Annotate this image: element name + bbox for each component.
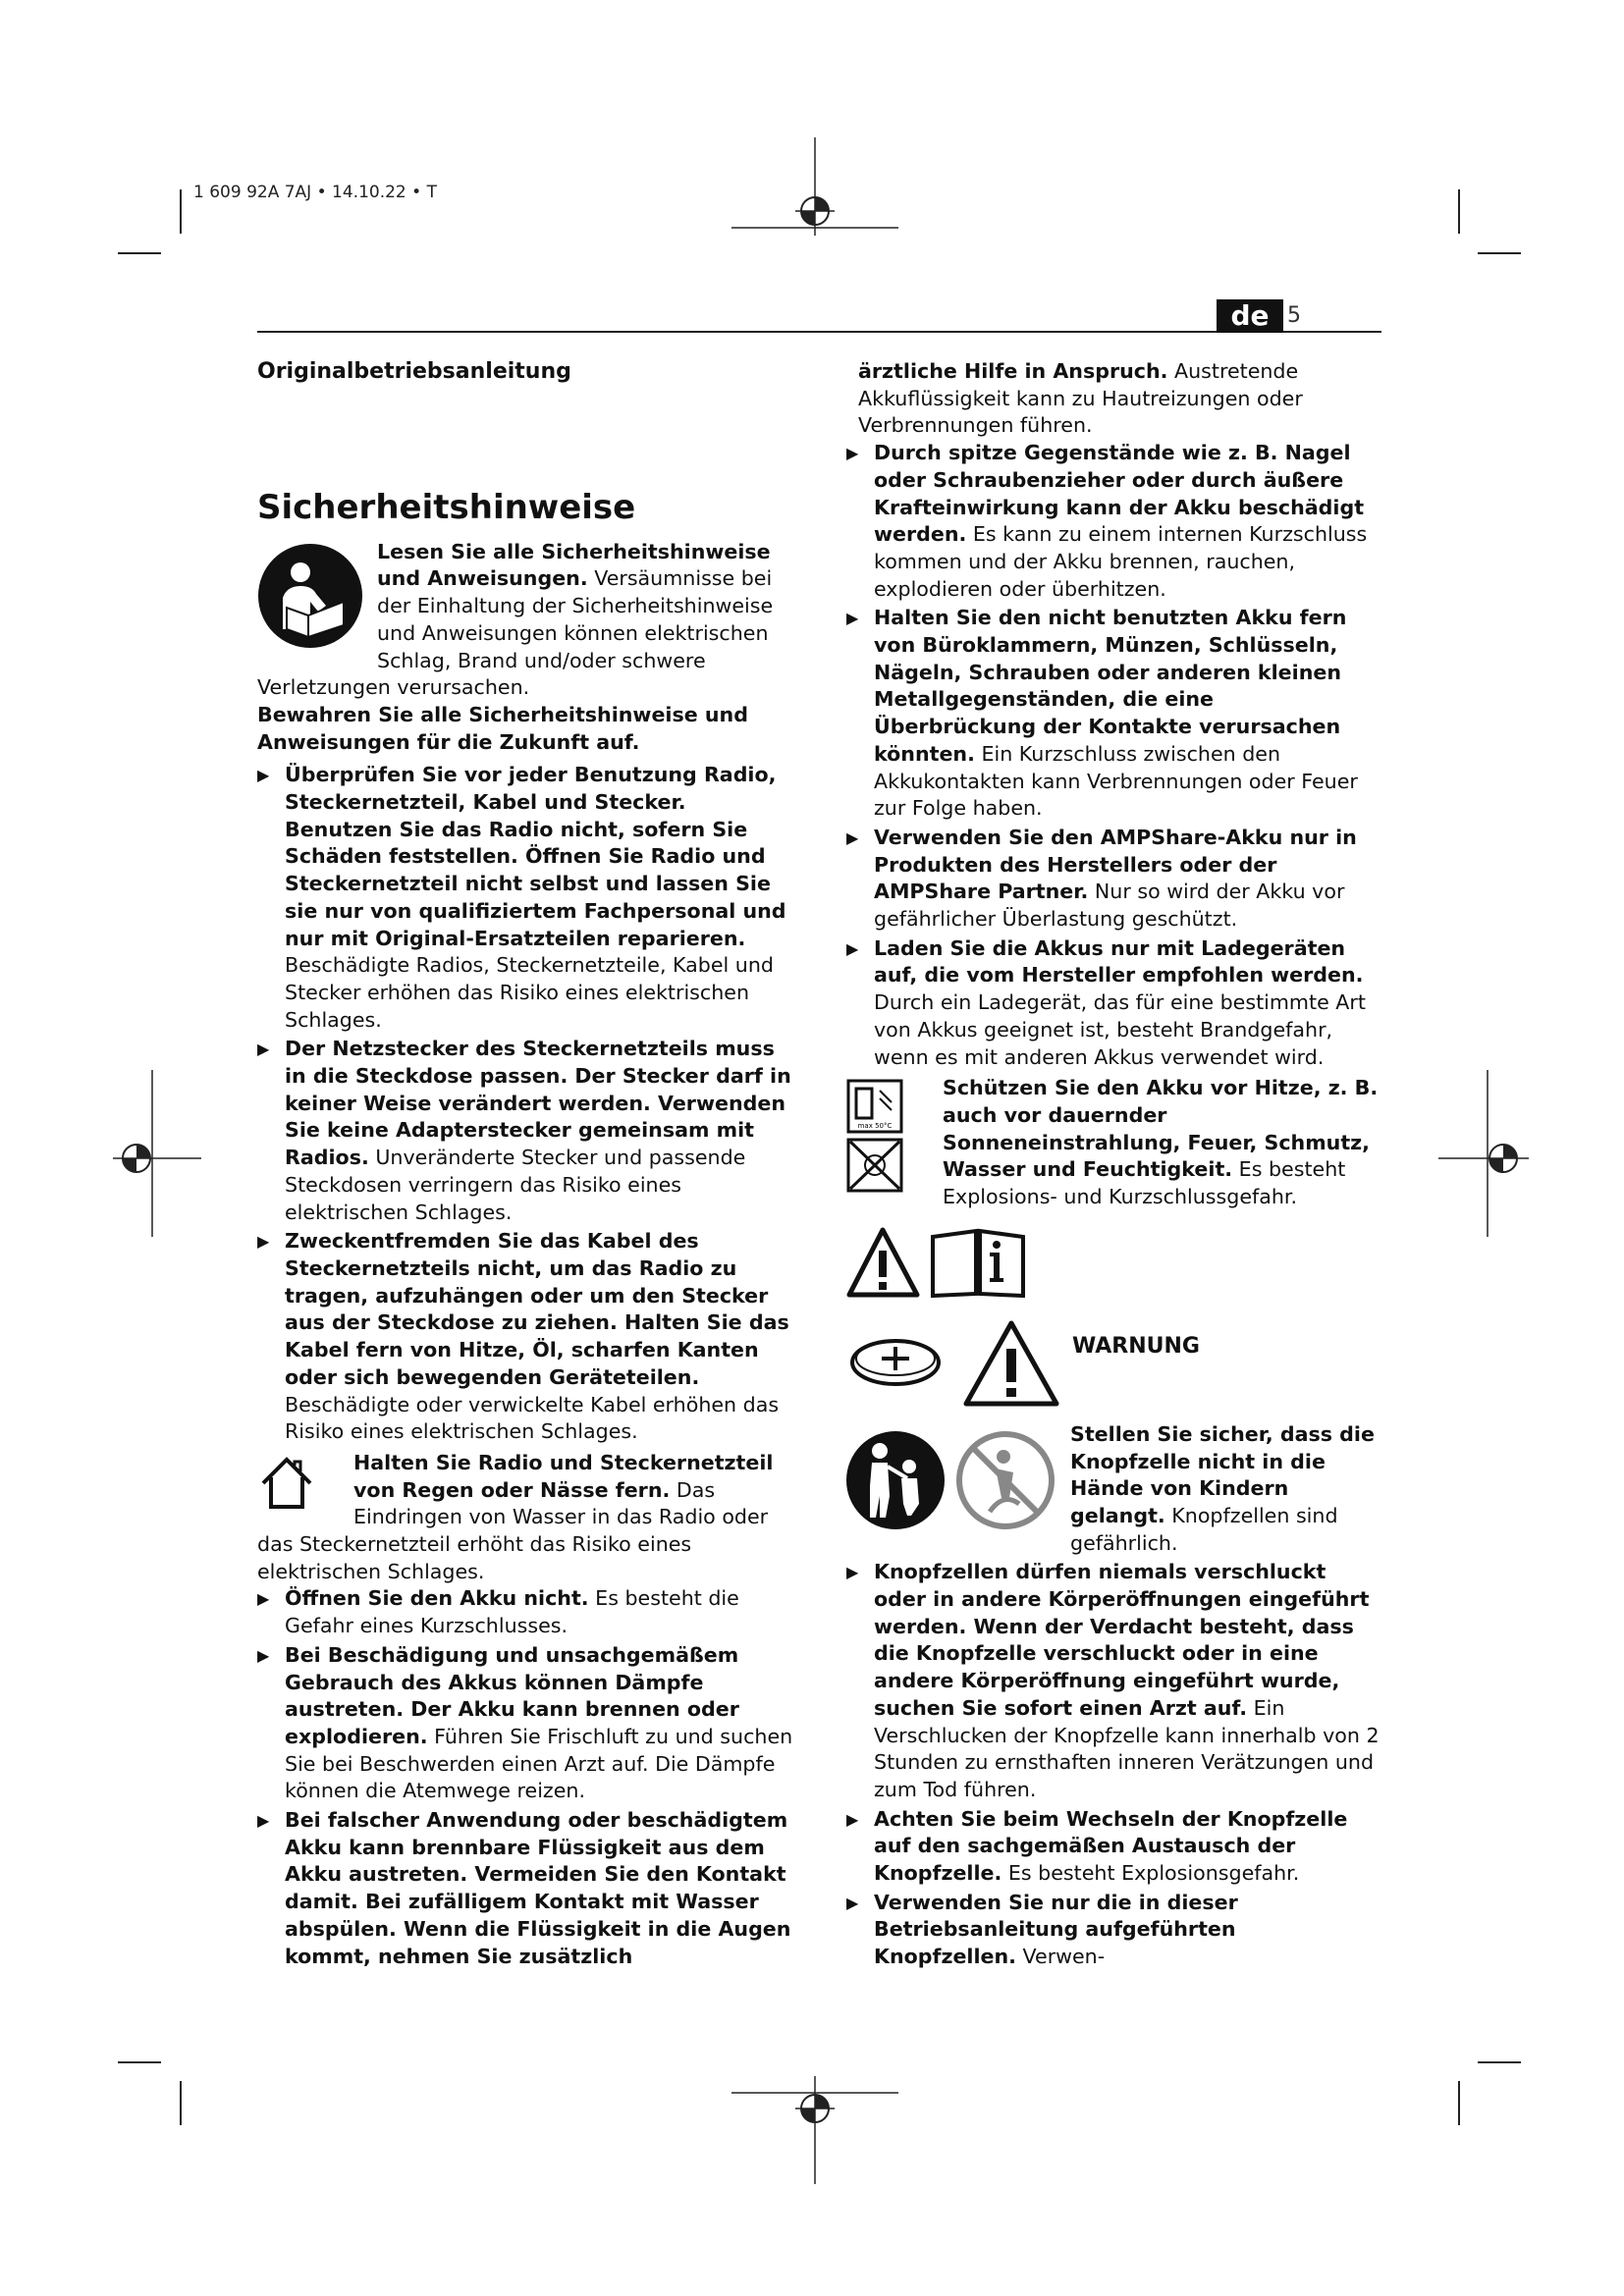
item-text: Ein Verschlucken der Knopfzelle kann innerhalb von 2 Stunden zu ernsthaften inneren Verätzungen und zum Tod führen. [874, 1695, 1380, 1801]
heat-text: Es besteht Explosions- und Kurzschlussgefahr. [943, 1157, 1346, 1209]
heat-icons [846, 1079, 903, 1201]
page-number: 5 [1287, 303, 1301, 328]
registration-mark-left [103, 1070, 201, 1247]
crop-mark [1478, 2061, 1521, 2063]
item-text: Ein Kurzschluss zwischen den Akkukontakten kann Verbrennungen oder Feuer zur Folge haben. [874, 741, 1358, 821]
read-manual-icon [257, 543, 363, 657]
button-cell-icon [848, 1333, 943, 1392]
item-bold: Zweckentfremden Sie das Kabel des Steckernetzteils nicht, um das Radio zu tragen, aufzuhängen oder um den Stecker aus der Steckdose zu ziehen. Halten Sie das Kabel fern von Hitze, Öl, scharfen Kanten oder sich bewegenden Geräteteilen. [285, 1229, 789, 1389]
manual-info-icon [929, 1227, 1027, 1298]
heat-icon-label: max 50°C [857, 1122, 893, 1131]
crop-mark [1478, 252, 1521, 254]
item-bold: Durch spitze Gegenstände wie z. B. Nagel oder Schraubenzieher oder durch äußere Krafteinwirkung kann der Akku beschädigt werden. [874, 441, 1365, 547]
heat-bold: Schützen Sie den Akku vor Hitze, z. B. auch vor dauernder Sonneneinstrahlung, Feuer, Schmutz, Wasser und Feuchtigkeit. [943, 1076, 1379, 1182]
item-text: Es besteht Explosionsgefahr. [1001, 1861, 1300, 1886]
indoor-bold: Halten Sie Radio und Steckernetzteil von Regen oder Nässe fern. [353, 1450, 774, 1502]
heat-protection-block [846, 1075, 1381, 1211]
crop-mark [1458, 2081, 1460, 2125]
item-bold: Laden Sie die Akkus nur mit Ladegeräten auf, die vom Hersteller empfohlen werden. [874, 935, 1364, 988]
item-text: Verwen- [1016, 1945, 1106, 1969]
list-item [257, 762, 800, 1034]
crop-mark [118, 252, 161, 254]
warning-symbols-row [846, 1227, 1381, 1304]
language-badge: de [1217, 299, 1283, 333]
left-column [257, 358, 800, 1972]
item-text: Beschädigte Radios, Steckernetzteile, Kabel und Stecker erhöhen das Risiko eines elektrischen Schlages. [285, 953, 774, 1032]
crop-mark [1458, 189, 1460, 234]
read-manual-block [257, 539, 800, 702]
indoor-paragraph [257, 1450, 800, 1586]
crop-mark [180, 2081, 182, 2125]
list-item [846, 825, 1381, 934]
item-text: Durch ein Ladegerät, das für eine bestimmte Art von Akkus geeignet ist, besteht Brandgefahr, wenn es mit anderen Akkus verwendet wird. [874, 990, 1366, 1069]
list-item [846, 1890, 1381, 1971]
item-text: Beschädigte oder verwickelte Kabel erhöhen das Risiko eines elektrischen Schlages. [285, 1392, 780, 1444]
product-code: 1 609 92A 7AJ • 14.10.22 • T [193, 183, 437, 202]
item-bold: Überprüfen Sie vor jeder Benutzung Radio, Steckernetzteil, Kabel und Stecker. Benutzen Sie das Radio nicht, sofern Sie Schäden feststellen. Öffnen Sie Radio und Steckernetzteil nicht selbst und lassen Sie sie nur von qualifiziertem Fachpersonal und nur mit Original-Ersatzteilen reparieren. [285, 763, 786, 950]
item-bold: Bei Beschädigung und unsachgemäßem Gebrauch des Akkus können Dämpfe austreten. Der Akku kann brennen oder explodieren. [285, 1642, 739, 1748]
indoor-use-block [257, 1450, 800, 1586]
cont-bold: ärztliche Hilfe in Anspruch. [858, 359, 1168, 383]
house-icon [259, 1456, 314, 1519]
intro-bold: Lesen Sie alle Sicherheitshinweise und Anweisungen. [377, 539, 771, 591]
registration-mark-right [1438, 1070, 1537, 1247]
indoor-text: Das Eindringen von Wasser in das Radio oder das Steckernetzteil erhöht das Risiko eines elektrischen Schlages. [257, 1477, 769, 1583]
child-safety-icons [846, 1427, 1056, 1541]
child-text: Knopfzellen sind gefährlich. [1070, 1503, 1338, 1555]
item-text: Unveränderte Stecker und passende Steckdosen verringern das Risiko eines elektrischen Schlages. [285, 1146, 746, 1224]
warning-label: WARNUNG [1072, 1333, 1200, 1359]
list-item [846, 1559, 1381, 1803]
document-subtitle: Originalbetriebsanleitung [257, 359, 571, 384]
list-item [257, 1807, 800, 1970]
list-item [257, 1228, 800, 1446]
item-bold: Halten Sie den nicht benutzten Akku fern von Büroklammern, Münzen, Schlüsseln, Nägeln, Schrauben oder anderen kleinen Metallgegenständen, die eine Überbrückung der Kontakte verursachen könnten. [874, 606, 1347, 766]
item-text: Es besteht die Gefahr eines Kurzschlusses. [285, 1586, 739, 1638]
item-bold: Verwenden Sie nur die in dieser Betriebsanleitung aufgeführten Knopfzellen. [874, 1890, 1238, 1969]
item-bold: Öffnen Sie den Akku nicht. [285, 1586, 589, 1611]
registration-mark-top [731, 137, 908, 250]
right-column [846, 358, 1381, 1973]
child-bold: Stellen Sie sicher, dass die Knopfzelle nicht in die Hände von Kindern gelangt. [1070, 1421, 1375, 1527]
warning-triangle-icon [962, 1319, 1060, 1408]
list-item [846, 605, 1381, 823]
item-bold: Der Netzstecker des Steckernetzteils muss in die Steckdose passen. Der Stecker darf in keiner Weise verändert werden. Verwenden Sie keine Adapterstecker gemeinsam mit Radios. [285, 1037, 791, 1170]
button-cell-warning-row [846, 1317, 1381, 1412]
keep-bold: Bewahren Sie alle Sicherheitshinweise und Anweisungen für die Zukunft auf. [257, 702, 748, 754]
continued-paragraph [846, 358, 1381, 440]
item-bold: Achten Sie beim Wechseln der Knopfzelle auf den sachgemäßen Austausch der Knopfzelle. [874, 1806, 1348, 1886]
crop-mark [118, 2061, 161, 2063]
list-item [257, 1585, 800, 1639]
item-text: Führen Sie Frischluft zu und suchen Sie bei Beschwerden einen Arzt auf. Die Dämpfe können die Atemwege reizen. [285, 1724, 793, 1803]
header-rule [257, 331, 1381, 333]
item-bold: Verwenden Sie den AMPShare-Akku nur in Produkten des Herstellers oder der AMPShare Partner. [874, 825, 1357, 904]
warning-triangle-icon [846, 1227, 920, 1298]
list-item [846, 935, 1381, 1072]
crop-mark [180, 189, 182, 234]
list-item [846, 440, 1381, 603]
child-safety-block [846, 1421, 1381, 1558]
section-heading: Sicherheitshinweise [257, 487, 636, 527]
list-item [257, 1642, 800, 1805]
heat-paragraph [846, 1075, 1381, 1211]
registration-mark-bottom [731, 2071, 908, 2184]
item-text: Nur so wird der Akku vor gefährlicher Überlastung geschützt. [874, 880, 1345, 932]
item-text: Es kann zu einem internen Kurzschluss kommen und der Akku brennen, rauchen, explodieren oder überhitzen. [874, 522, 1368, 601]
list-item [846, 1806, 1381, 1888]
list-item [257, 1036, 800, 1226]
intro-text: Versäumnisse bei der Einhaltung der Sicherheitshinweise und Anweisungen können elektrischen Schlag, Brand und/oder schwere Verletzungen verursachen. [257, 566, 774, 700]
cont-text: Austretende Akkuflüssigkeit kann zu Hautreizungen oder Verbrennungen führen. [858, 359, 1303, 438]
keep-instructions [257, 702, 800, 756]
item-bold: Knopfzellen dürfen niemals verschluckt oder in andere Körperöffnungen eingeführt werden. Wenn der Verdacht besteht, dass die Knopfzelle verschluckt oder in eine andere Körperöffnung eingeführt wurde, suchen Sie sofort einen Arzt auf. [874, 1560, 1370, 1720]
item-bold: Bei falscher Anwendung oder beschädigtem Akku kann brennbare Flüssigkeit aus dem Akku austreten. Vermeiden Sie den Kontakt damit. Bei zufälligem Kontakt mit Wasser abspülen. Wenn die Flüssigkeit in die Augen kommt, nehmen Sie zusätzlich [285, 1808, 791, 1968]
